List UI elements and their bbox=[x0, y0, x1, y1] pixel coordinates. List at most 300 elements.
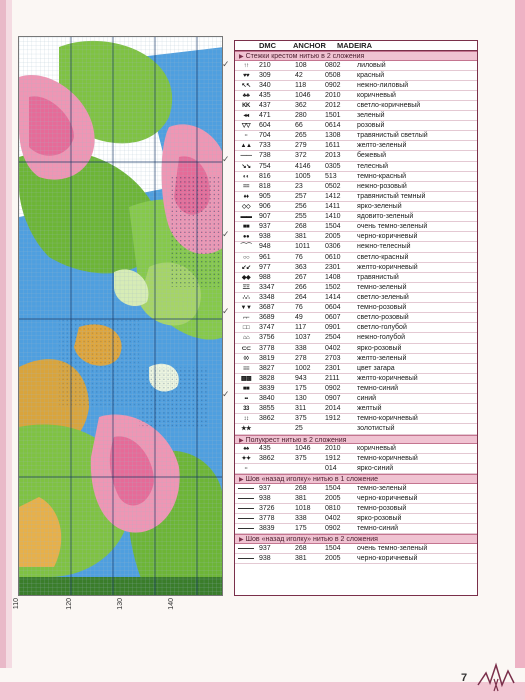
symbol-cell: ·· bbox=[244, 466, 248, 473]
dmc-cell: 340 bbox=[259, 81, 271, 89]
page-edge-bottom bbox=[0, 668, 525, 700]
key-row bbox=[235, 131, 477, 141]
anchor-cell: 76 bbox=[295, 253, 303, 261]
dmc-cell: 3862 bbox=[259, 415, 275, 423]
color-name-cell: цвет загара bbox=[357, 364, 395, 372]
dmc-cell: 435 bbox=[259, 445, 271, 453]
color-name-cell: коричневый bbox=[357, 445, 396, 453]
color-name-cell: темно-красный bbox=[357, 172, 407, 180]
dmc-cell: 938 bbox=[259, 555, 271, 563]
key-row bbox=[235, 111, 477, 121]
dmc-cell: 905 bbox=[259, 192, 271, 200]
symbol-cell: ↕↕ bbox=[243, 416, 249, 423]
triangle-icon: ▶ bbox=[239, 477, 244, 484]
key-row bbox=[235, 454, 477, 464]
key-row bbox=[235, 464, 477, 474]
dmc-cell: 210 bbox=[259, 61, 271, 69]
dmc-cell: 704 bbox=[259, 132, 271, 140]
symbol-cell: ✦✦ bbox=[241, 456, 251, 463]
madeira-cell: 1502 bbox=[325, 283, 341, 291]
key-row bbox=[235, 151, 477, 161]
symbol-cell: ★★ bbox=[241, 426, 251, 433]
symbol-cell: ▩▩ bbox=[240, 375, 252, 382]
key-row bbox=[235, 202, 477, 212]
dmc-cell bbox=[257, 424, 289, 433]
triangle-icon: ▶ bbox=[239, 54, 244, 60]
header-madeira: MADEIRA bbox=[337, 41, 372, 50]
dmc-cell: 3726 bbox=[259, 505, 275, 513]
symbol-cell: ●● bbox=[242, 234, 250, 241]
checkmark-icon: ✓ bbox=[222, 155, 230, 165]
symbol-cell bbox=[235, 524, 257, 533]
key-row bbox=[235, 414, 477, 424]
anchor-cell: 375 bbox=[295, 415, 307, 423]
section-backstitch-2 bbox=[235, 534, 477, 544]
key-row bbox=[235, 273, 477, 283]
key-row bbox=[235, 514, 477, 524]
key-row bbox=[235, 61, 477, 71]
color-name-cell: темно-синий bbox=[357, 385, 399, 392]
madeira-cell: 2301 bbox=[325, 364, 341, 372]
anchor-cell: 1046 bbox=[295, 445, 311, 453]
backstitch-1-rows bbox=[235, 484, 477, 535]
anchor-cell: 118 bbox=[295, 81, 307, 89]
symbol-cell: □□ bbox=[242, 325, 250, 332]
symbol-cell: ▬▬ bbox=[240, 214, 252, 221]
dmc-cell: 3778 bbox=[259, 344, 275, 352]
key-row bbox=[235, 182, 477, 192]
color-name-cell: травянистый bbox=[357, 273, 399, 281]
axis-label-120: 120 bbox=[66, 598, 73, 610]
anchor-cell: 375 bbox=[295, 455, 307, 463]
madeira-cell: 0902 bbox=[325, 81, 341, 89]
symbol-cell: ♦♦ bbox=[243, 193, 249, 200]
madeira-cell: 2005 bbox=[325, 233, 341, 241]
pattern-illustration bbox=[19, 37, 223, 596]
section-title: Стежки крестом нитью в 2 сложения bbox=[245, 53, 365, 60]
symbol-cell: ·· bbox=[244, 133, 248, 140]
dmc-cell: 471 bbox=[259, 112, 271, 120]
color-name-cell: ярко-синий bbox=[357, 465, 394, 473]
anchor-cell: 117 bbox=[295, 324, 307, 332]
header-anchor: ANCHOR bbox=[293, 41, 326, 50]
dmc-cell: 3839 bbox=[259, 385, 275, 392]
madeira-cell: 0604 bbox=[325, 304, 341, 312]
symbol-cell: == bbox=[242, 183, 249, 190]
madeira-cell: 2014 bbox=[325, 405, 341, 413]
madeira-cell: 014 bbox=[325, 465, 337, 473]
anchor-cell: 256 bbox=[295, 203, 307, 211]
madeira-cell: 513 bbox=[325, 172, 337, 180]
symbol-cell: ▼▼ bbox=[240, 305, 252, 312]
color-name-cell: черно-коричневый bbox=[357, 233, 418, 241]
dmc-cell: 906 bbox=[259, 203, 271, 211]
cross-stitch-rows bbox=[235, 61, 477, 435]
dmc-cell: 977 bbox=[259, 263, 271, 271]
color-name-cell: темно-синий bbox=[357, 525, 399, 533]
anchor-cell: 76 bbox=[295, 304, 303, 312]
key-row bbox=[235, 354, 477, 364]
anchor-cell: 264 bbox=[295, 294, 307, 302]
madeira-cell: 0902 bbox=[325, 525, 341, 533]
symbol-cell: ♠♠ bbox=[243, 446, 249, 453]
key-row bbox=[235, 242, 477, 252]
dmc-cell: 3756 bbox=[259, 334, 275, 342]
anchor-cell: 266 bbox=[295, 283, 307, 291]
symbol-cell: ▲▲ bbox=[240, 143, 252, 150]
backstitch-2-rows bbox=[235, 544, 477, 564]
symbol-cell bbox=[235, 504, 257, 513]
key-row bbox=[235, 364, 477, 374]
anchor-cell: 279 bbox=[295, 142, 307, 150]
madeira-cell: 0810 bbox=[325, 505, 341, 513]
color-name-cell: розовый bbox=[357, 122, 385, 130]
dmc-cell: 754 bbox=[259, 162, 271, 170]
key-row bbox=[235, 394, 477, 404]
key-row bbox=[235, 101, 477, 111]
dmc-cell: 733 bbox=[259, 142, 271, 150]
anchor-cell: 108 bbox=[295, 61, 307, 69]
madeira-cell: 1611 bbox=[325, 142, 341, 150]
key-row bbox=[235, 81, 477, 91]
anchor-cell: 4146 bbox=[295, 162, 311, 170]
key-row bbox=[235, 212, 477, 222]
madeira-cell: 1912 bbox=[325, 455, 341, 463]
madeira-cell: 2005 bbox=[325, 494, 341, 502]
color-name-cell: нежно-розовый bbox=[357, 182, 407, 190]
color-name-cell: светло-коричневый bbox=[357, 101, 421, 109]
madeira-cell: 0305 bbox=[325, 162, 341, 170]
anchor-cell: 268 bbox=[295, 544, 307, 552]
dmc-cell: 938 bbox=[259, 233, 271, 241]
madeira-cell: 0402 bbox=[325, 344, 341, 352]
dmc-cell: 3828 bbox=[259, 374, 275, 382]
checkmark-icon: ✓ bbox=[222, 60, 230, 70]
symbol-cell: ◂◂ bbox=[243, 113, 249, 120]
color-name-cell: темно-зеленый bbox=[357, 484, 407, 492]
dmc-cell bbox=[257, 464, 289, 473]
anchor-cell: 268 bbox=[295, 223, 307, 231]
symbol-cell: ⌂⌂ bbox=[242, 335, 250, 342]
dmc-cell: 3347 bbox=[259, 283, 275, 291]
madeira-cell: 0907 bbox=[325, 395, 341, 403]
color-name-cell: телесный bbox=[357, 162, 389, 170]
section-title: Шов «назад иголку» нитью в 1 сложение bbox=[245, 476, 379, 484]
color-name-cell: черно-коричневый bbox=[357, 494, 418, 502]
color-name-cell: красный bbox=[357, 71, 385, 79]
anchor-cell: 280 bbox=[295, 112, 307, 120]
anchor-cell: 265 bbox=[295, 132, 307, 140]
color-name-cell: зеленый bbox=[357, 112, 385, 120]
madeira-cell: 2010 bbox=[325, 91, 341, 99]
madeira-cell: 1414 bbox=[325, 294, 341, 302]
madeira-cell: 2703 bbox=[325, 354, 341, 362]
symbol-cell: ♣♣ bbox=[242, 92, 250, 99]
dmc-cell: 3348 bbox=[259, 294, 275, 302]
symbol-cell bbox=[235, 494, 257, 503]
anchor-cell: 338 bbox=[295, 515, 307, 523]
anchor-cell: 49 bbox=[295, 314, 303, 322]
symbol-cell: ⌒⌒ bbox=[240, 244, 252, 251]
color-name-cell: синий bbox=[357, 395, 377, 403]
madeira-cell: 1408 bbox=[325, 273, 341, 281]
anchor-cell: 311 bbox=[295, 405, 307, 413]
symbol-cell: 33 bbox=[243, 406, 249, 413]
color-name-cell: темно-коричневый bbox=[357, 455, 418, 463]
symbol-cell: ◊◊ bbox=[243, 355, 249, 362]
color-name-cell: травянистый светлый bbox=[357, 132, 428, 140]
madeira-cell: 1501 bbox=[325, 112, 341, 120]
symbol-cell bbox=[235, 484, 257, 493]
symbol-cell bbox=[235, 544, 257, 553]
color-name-cell: коричневый bbox=[357, 91, 396, 99]
madeira-cell: 1410 bbox=[325, 213, 341, 221]
anchor-cell: 381 bbox=[295, 555, 307, 563]
symbol-cell: KK bbox=[242, 102, 250, 109]
color-name-cell: ярко-зеленый bbox=[357, 203, 402, 211]
color-name-cell: черно-коричневый bbox=[357, 555, 418, 563]
anchor-cell: 42 bbox=[295, 71, 303, 79]
key-row bbox=[235, 192, 477, 202]
page-edge-right bbox=[511, 0, 525, 700]
dmc-cell: 604 bbox=[259, 122, 271, 130]
backstitch-line-icon bbox=[238, 558, 254, 559]
dmc-cell: 988 bbox=[259, 273, 271, 281]
madeira-cell bbox=[323, 424, 355, 433]
color-name-cell: бежевый bbox=[357, 152, 386, 160]
dmc-cell: 3855 bbox=[259, 405, 275, 413]
symbol-cell: ○○ bbox=[242, 254, 250, 261]
symbol-cell: ◐◐ bbox=[242, 173, 250, 180]
backstitch-line-icon bbox=[238, 518, 254, 519]
backstitch-line-icon bbox=[238, 548, 254, 549]
anchor-cell: 257 bbox=[295, 192, 307, 200]
anchor-cell: 1005 bbox=[295, 172, 311, 180]
dmc-cell: 816 bbox=[259, 172, 271, 180]
dmc-cell: 961 bbox=[259, 253, 271, 261]
thread-color-key bbox=[234, 40, 478, 596]
dmc-cell: 3862 bbox=[259, 455, 275, 463]
color-name-cell: темно-розовый bbox=[357, 505, 407, 513]
dmc-cell: 435 bbox=[259, 91, 271, 99]
symbol-cell: ■■ bbox=[242, 224, 250, 231]
symbol-cell: ◆◆ bbox=[241, 274, 251, 281]
key-row bbox=[235, 162, 477, 172]
section-title: Шов «назад иголку» нитью в 2 сложения bbox=[245, 536, 378, 544]
madeira-cell: 0802 bbox=[325, 61, 341, 69]
key-row bbox=[235, 323, 477, 333]
madeira-cell: 0614 bbox=[325, 122, 341, 130]
anchor-cell: 255 bbox=[295, 213, 307, 221]
checkmark-icon: ✓ bbox=[222, 230, 230, 240]
symbol-cell: ♥♥ bbox=[242, 72, 250, 79]
anchor-cell: 338 bbox=[295, 344, 307, 352]
anchor-cell: 1037 bbox=[295, 334, 311, 342]
key-row bbox=[235, 263, 477, 273]
symbol-cell: ▪▪ bbox=[244, 396, 248, 403]
madeira-cell: 2005 bbox=[325, 555, 341, 563]
key-row bbox=[235, 293, 477, 303]
symbol-cell: ⌐⌐ bbox=[242, 315, 249, 322]
color-name-cell: очень темно-зеленый bbox=[357, 223, 428, 231]
stitch-ornament-icon bbox=[476, 655, 516, 695]
key-row bbox=[235, 494, 477, 504]
anchor-cell bbox=[289, 464, 323, 473]
color-name-cell: темно-зеленый bbox=[357, 283, 407, 291]
madeira-cell: 0901 bbox=[325, 324, 341, 332]
dmc-cell: 937 bbox=[259, 544, 271, 552]
madeira-cell: 1504 bbox=[325, 484, 341, 492]
symbol-cell: ∴∴ bbox=[242, 295, 250, 302]
madeira-cell: 0610 bbox=[325, 253, 341, 261]
dmc-cell: 3687 bbox=[259, 304, 275, 312]
page-number: 7 bbox=[461, 672, 468, 684]
madeira-cell: 0902 bbox=[325, 385, 341, 392]
symbol-cell: ↑↑ bbox=[243, 62, 249, 69]
madeira-cell: 0402 bbox=[325, 515, 341, 523]
color-name-cell: ядовито-зеленый bbox=[357, 213, 414, 221]
anchor-cell: 175 bbox=[295, 525, 307, 533]
anchor-cell: 362 bbox=[295, 101, 307, 109]
color-name-cell: темно-розовый bbox=[357, 304, 407, 312]
color-name-cell: желтый bbox=[357, 405, 382, 413]
madeira-cell: 0502 bbox=[325, 182, 341, 190]
color-name-cell: светло-розовый bbox=[357, 314, 409, 322]
key-row bbox=[235, 71, 477, 81]
dmc-cell: 738 bbox=[259, 152, 271, 160]
anchor-cell: 943 bbox=[295, 374, 307, 382]
color-name-cell: желто-коричневый bbox=[357, 263, 418, 271]
symbol-cell: ΞΞ bbox=[242, 284, 250, 291]
color-name-cell: нежно-лиловый bbox=[357, 81, 409, 89]
symbol-cell: —— bbox=[240, 153, 252, 160]
key-row bbox=[235, 504, 477, 514]
color-name-cell: очень темно-зеленый bbox=[357, 544, 428, 552]
backstitch-line-icon bbox=[238, 498, 254, 499]
axis-label-110: 110 bbox=[13, 598, 20, 610]
key-header bbox=[235, 41, 477, 51]
dmc-cell: 3747 bbox=[259, 324, 275, 332]
color-name-cell: желто-зеленый bbox=[357, 142, 407, 150]
section-title: Полукрест нитью в 2 сложения bbox=[245, 436, 347, 444]
axis-label-130: 130 bbox=[117, 598, 124, 610]
checkmark-icon: ✓ bbox=[222, 307, 230, 317]
key-row bbox=[235, 544, 477, 554]
axis-label-140: 140 bbox=[168, 598, 175, 610]
dmc-cell: 3689 bbox=[259, 314, 275, 322]
key-row bbox=[235, 554, 477, 564]
dmc-cell: 3778 bbox=[259, 515, 275, 523]
key-row bbox=[235, 444, 477, 454]
key-row bbox=[235, 172, 477, 182]
color-name-cell: желто-зеленый bbox=[357, 354, 407, 362]
symbol-cell: ⊂⊂ bbox=[241, 345, 251, 352]
symbol-cell bbox=[235, 554, 257, 563]
symbol-cell: ↙↙ bbox=[241, 264, 251, 271]
key-row bbox=[235, 141, 477, 151]
symbol-cell: ≡≡ bbox=[242, 365, 249, 372]
dmc-cell: 3840 bbox=[259, 395, 275, 403]
color-name-cell: светло-красный bbox=[357, 253, 409, 261]
key-row bbox=[235, 91, 477, 101]
madeira-cell: 2013 bbox=[325, 152, 341, 160]
dmc-cell: 309 bbox=[259, 71, 271, 79]
key-row bbox=[235, 484, 477, 494]
madeira-cell: 1504 bbox=[325, 223, 341, 231]
anchor-cell: 175 bbox=[295, 385, 307, 392]
anchor-cell: 381 bbox=[295, 494, 307, 502]
symbol-cell: ↖↖ bbox=[241, 82, 251, 89]
madeira-cell: 2111 bbox=[325, 374, 340, 382]
key-row bbox=[235, 313, 477, 323]
anchor-cell: 1002 bbox=[295, 364, 311, 372]
backstitch-line-icon bbox=[238, 488, 254, 489]
key-row bbox=[235, 253, 477, 263]
anchor-cell: 268 bbox=[295, 484, 307, 492]
color-name-cell: травянистый темный bbox=[357, 192, 426, 200]
madeira-cell: 1504 bbox=[325, 544, 341, 552]
madeira-cell: 0508 bbox=[325, 71, 341, 79]
anchor-cell: 1018 bbox=[295, 505, 311, 513]
madeira-cell: 2301 bbox=[325, 263, 341, 271]
dmc-cell: 937 bbox=[259, 484, 271, 492]
header-dmc: DMC bbox=[259, 41, 277, 50]
symbol-cell: ↘↘ bbox=[241, 163, 251, 170]
color-name-cell: нежно-голубой bbox=[357, 334, 406, 342]
section-cross-stitch bbox=[235, 51, 477, 61]
key-row bbox=[235, 283, 477, 293]
madeira-cell: 1412 bbox=[325, 192, 341, 200]
key-row bbox=[235, 384, 477, 394]
color-name-cell: лиловый bbox=[357, 61, 386, 69]
checkmark-icon: ✓ bbox=[222, 390, 230, 400]
key-row bbox=[235, 121, 477, 131]
anchor-cell: 25 bbox=[295, 425, 303, 433]
page-edge-left bbox=[0, 0, 18, 700]
dmc-cell: 3819 bbox=[259, 354, 275, 362]
anchor-cell: 66 bbox=[295, 122, 303, 130]
section-backstitch-1 bbox=[235, 474, 477, 484]
madeira-cell: 2010 bbox=[325, 445, 341, 453]
key-row bbox=[235, 232, 477, 242]
madeira-cell: 2012 bbox=[325, 101, 341, 109]
backstitch-line-icon bbox=[238, 528, 254, 529]
triangle-icon: ▶ bbox=[239, 437, 244, 444]
madeira-cell: 1411 bbox=[325, 203, 341, 211]
anchor-cell: 278 bbox=[295, 354, 307, 362]
dmc-cell: 3827 bbox=[259, 364, 275, 372]
key-row bbox=[235, 374, 477, 384]
key-row bbox=[235, 333, 477, 343]
dmc-cell: 437 bbox=[259, 101, 271, 109]
madeira-cell: 2504 bbox=[325, 334, 341, 342]
color-name-cell: светло-голубой bbox=[357, 324, 407, 332]
color-name-cell: светло-зеленый bbox=[357, 294, 409, 302]
key-row bbox=[235, 303, 477, 313]
symbol-cell: ■■ bbox=[242, 386, 250, 392]
anchor-cell: 1046 bbox=[295, 91, 311, 99]
key-row bbox=[235, 344, 477, 354]
symbol-cell bbox=[235, 514, 257, 523]
dmc-cell: 818 bbox=[259, 182, 271, 190]
color-name-cell: золотистый bbox=[357, 425, 395, 433]
symbol-cell: ▽▽ bbox=[241, 123, 251, 130]
dmc-cell: 938 bbox=[259, 494, 271, 502]
key-row bbox=[235, 222, 477, 232]
backstitch-line-icon bbox=[238, 508, 254, 509]
anchor-cell: 1011 bbox=[295, 243, 311, 251]
key-row bbox=[235, 524, 477, 534]
